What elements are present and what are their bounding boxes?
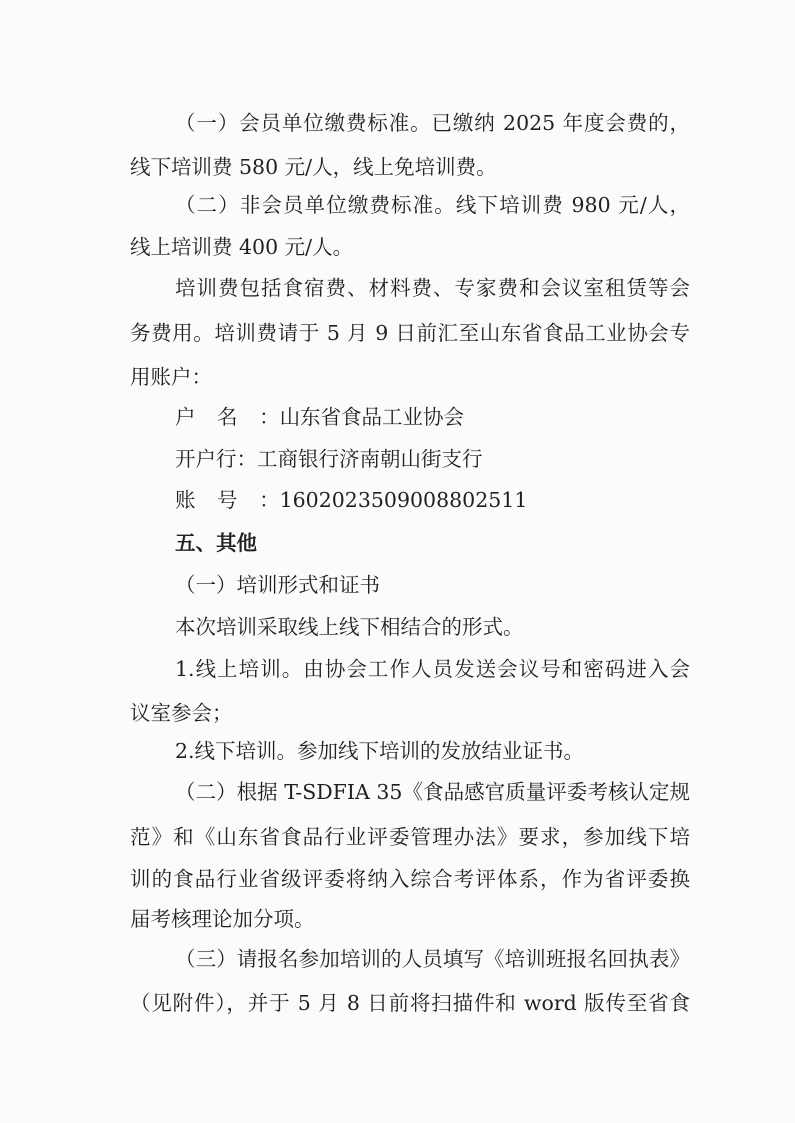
account-name-row bbox=[175, 404, 464, 430]
account-number-label: 账号 bbox=[175, 488, 260, 512]
nonmember-fee-line-1: （二）非会员单位缴费标准。线下培训费 980 元/人， bbox=[175, 193, 690, 217]
subsection-2-line-3: 训的食品行业省级评委将纳入综合考评体系，作为省评委换 bbox=[130, 867, 690, 891]
account-name-label: 户名 bbox=[175, 405, 260, 429]
fee-scope-line-3: 用账户： bbox=[130, 365, 212, 389]
subsection-3-line-2: （见附件），并于 5 月 8 日前将扫描件和 word 版传至省食 bbox=[130, 991, 690, 1015]
subsection-3-line-1: （三）请报名参加培训的人员填写《培训班报名回执表》 bbox=[175, 947, 690, 971]
account-bank-label: 开户行： bbox=[175, 447, 257, 471]
fee-scope-line-2: 务费用。培训费请于 5 月 9 日前汇至山东省食品工业协会专 bbox=[130, 321, 690, 345]
member-fee-line-2: 线下培训费 580 元/人，线上免培训费。 bbox=[130, 155, 497, 179]
member-fee-line-1: （一）会员单位缴费标准。已缴纳 2025 年度会费的， bbox=[175, 111, 690, 135]
item-2: 2.线下培训。参加线下培训的发放结业证书。 bbox=[175, 739, 585, 763]
account-colon: ： bbox=[259, 488, 280, 512]
item-1-line-2: 议室参会； bbox=[130, 701, 233, 725]
subsection-2-line-2: 范》和《山东省食品行业评委管理办法》要求，参加线下培 bbox=[130, 825, 690, 849]
subsection-2-line-1: （二）根据 T-SDFIA 35《食品感官质量评委考核认定规 bbox=[175, 780, 690, 804]
account-number-row bbox=[175, 487, 527, 513]
nonmember-fee-line-2: 线上培训费 400 元/人。 bbox=[130, 235, 354, 259]
account-colon: ： bbox=[259, 405, 280, 429]
account-name-value: 山东省食品工业协会 bbox=[279, 405, 465, 429]
fee-scope-line-1: 培训费包括食宿费、材料费、专家费和会议室租赁等会 bbox=[175, 276, 690, 300]
section-heading-other: 五、其他 bbox=[175, 531, 257, 555]
account-bank-row bbox=[175, 446, 483, 472]
account-number-value: 1602023509008802511 bbox=[279, 488, 528, 512]
subsection-1-intro: 本次培训采取线上线下相结合的形式。 bbox=[175, 615, 524, 639]
subsection-1-title: （一）培训形式和证书 bbox=[175, 573, 380, 597]
item-1-line-1: 1.线上培训。由协会工作人员发送会议号和密码进入会 bbox=[175, 657, 690, 681]
account-bank-value: 工商银行济南朝山街支行 bbox=[257, 447, 483, 471]
subsection-2-line-4: 届考核理论加分项。 bbox=[130, 907, 315, 931]
